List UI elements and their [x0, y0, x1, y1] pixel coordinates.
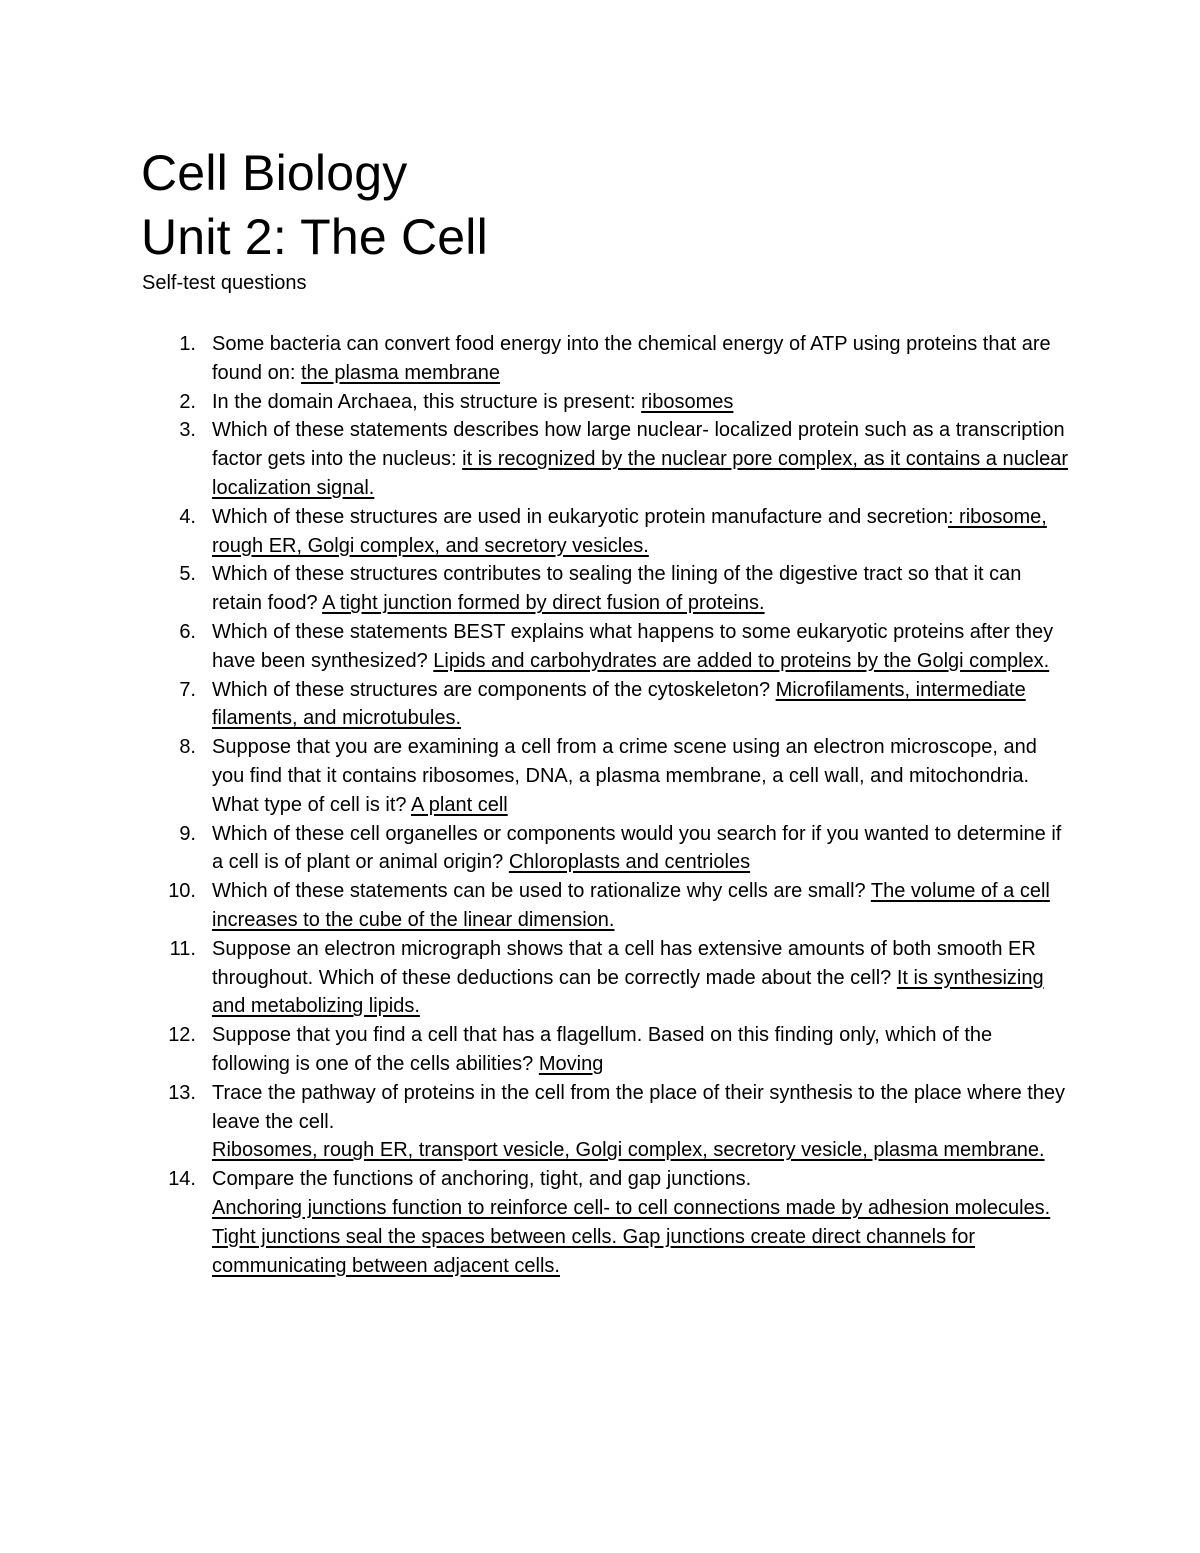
question-text: Which of these statements BEST explains what happens to some eukaryotic proteins after they have been synthesized?	[212, 620, 1054, 672]
question-item	[140, 416, 1070, 502]
document-title: Cell Biology	[141, 145, 408, 201]
question-item	[140, 1165, 1070, 1280]
question-text: Suppose an electron micrograph shows that a cell has extensive amounts of both smooth ER throughout. Which of these deductions can be correctly made about the cell?	[212, 937, 1036, 989]
question-number: 4.	[179, 505, 196, 528]
question-number: 3.	[179, 419, 196, 442]
question-text: Which of these structures are components of the cytoskeleton?	[212, 678, 776, 701]
question-item	[140, 820, 1070, 878]
answer-text: Chloroplasts and centrioles	[508, 851, 751, 874]
question-item	[140, 877, 1070, 935]
answer-text: Ribosomes, rough ER, transport vesicle, Golgi complex, secretory vesicle, plasma membrane.	[212, 1139, 1045, 1162]
answer-text: Microfilaments, intermediate filaments, and microtubules.	[212, 678, 1026, 730]
question-number: 8.	[179, 736, 196, 759]
question-item	[140, 1079, 1070, 1165]
answer-text: The volume of a cell increases to the cube of the linear dimension.	[212, 880, 1050, 931]
question-text: Which of these cell organelles or components would you search for if you wanted to determine if a cell is of plant or animal origin?	[212, 822, 1062, 874]
question-text: Suppose that you are examining a cell from a crime scene using an electron microscope, and you find that it contains ribosomes, DNA, a plasma membrane, a cell wall, and mitochondria. What type of cell is it?	[212, 736, 1037, 816]
question-number: 9.	[179, 822, 196, 845]
question-text: Some bacteria can convert food energy into the chemical energy of ATP using proteins that are found on:	[212, 333, 1051, 384]
question-text: Which of these structures are used in eukaryotic protein manufacture and secretion	[212, 505, 948, 528]
answer-text: : ribosome, rough ER, Golgi complex, and secretory vesicles.	[212, 505, 1047, 557]
question-list	[140, 330, 1070, 1280]
question-number: 7.	[179, 678, 196, 701]
section-subtitle: Self-test questions	[142, 272, 307, 294]
question-number: 13.	[168, 1081, 196, 1104]
answer-text: It is synthesizing and metabolizing lipids.	[212, 966, 1044, 1018]
answer-text: Moving	[538, 1052, 604, 1075]
question-number: 14.	[168, 1168, 196, 1191]
answer-text: the plasma membrane	[300, 361, 500, 384]
question-item	[140, 618, 1070, 676]
answer-text: ribosomes	[641, 390, 734, 413]
answer-text: Anchoring junctions function to reinforce cell- to cell connections made by adhesion molecules. Tight junctions seal the spaces between cells. Gap junctions create direct channels for communicating between adjacent cells.	[212, 1196, 1051, 1277]
question-text: Compare the functions of anchoring, tight, and gap junctions.	[212, 1168, 752, 1191]
question-number: 12.	[168, 1024, 196, 1047]
answer-text: Lipids and carbohydrates are added to proteins by the Golgi complex.	[433, 649, 1050, 672]
unit-title: Unit 2: The Cell	[141, 209, 488, 265]
question-item	[140, 560, 1070, 618]
question-text: Trace the pathway of proteins in the cell from the place of their synthesis to the place where they leave the cell.	[212, 1081, 1066, 1133]
answer-text: A plant cell	[410, 793, 508, 816]
question-item	[140, 676, 1070, 734]
question-item	[140, 935, 1070, 1021]
question-item	[140, 330, 1070, 388]
question-number: 2.	[179, 390, 196, 413]
question-text: Which of these structures contributes to sealing the lining of the digestive tract so that it can retain food?	[212, 563, 1022, 615]
question-number: 11.	[169, 937, 196, 960]
question-text: In the domain Archaea, this structure is present:	[212, 390, 642, 413]
question-item	[140, 1021, 1070, 1079]
question-text: Suppose that you find a cell that has a flagellum. Based on this finding only, which of the following is one of the cells abilities?	[212, 1024, 993, 1075]
question-item	[140, 733, 1070, 819]
question-number: 6.	[179, 620, 196, 643]
question-text: Which of these statements describes how large nuclear- localized protein such as a transcription factor gets into the nucleus:	[212, 419, 1065, 471]
question-item	[140, 388, 1070, 417]
question-text: Which of these statements can be used to rationalize why cells are small?	[212, 880, 871, 903]
answer-text: A tight junction formed by direct fusion of proteins.	[322, 592, 765, 615]
answer-text: it is recognized by the nuclear pore complex, as it contains a nuclear localization signal.	[212, 448, 1069, 499]
question-number: 10.	[168, 880, 196, 903]
question-number: 1.	[179, 333, 196, 355]
question-number: 5.	[179, 563, 196, 586]
question-item	[140, 503, 1070, 561]
